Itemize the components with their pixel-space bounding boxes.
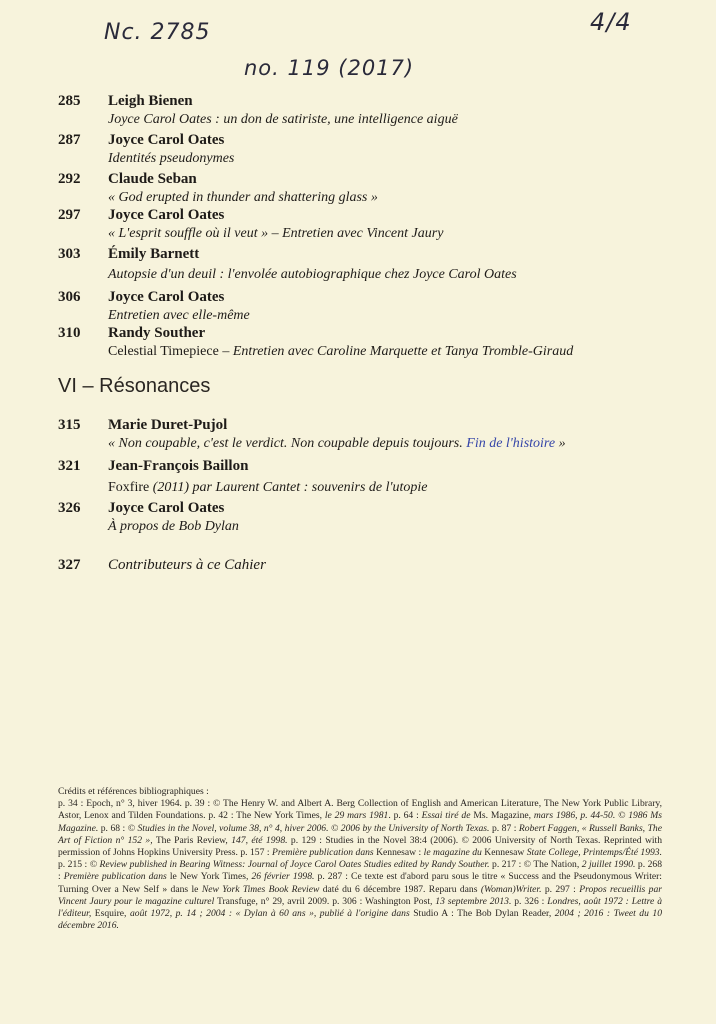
toc-entry [58,556,658,575]
handwritten-call-number: Nc. 2785 [104,20,211,45]
credits-text-italic: 13 septembre 2013. [435,895,512,907]
credits-text-italic: Robert Faggen, « Russell Banks, The Art of Fiction n° 152 », [58,822,662,846]
credits-text-italic: Première publication dans [63,871,167,883]
credits-text-italic: 2 juillet 1990. [581,859,636,871]
title-upright: Celestial Timepiece [108,344,219,359]
credits-text-italic: State College, Printemps/Été 1993. [526,847,662,859]
credits-text: p. 217 : © The Nation, [489,859,582,871]
credits-text-italic: le 29 mars 1981 [324,810,389,822]
credits-text: le New York Times, [166,871,252,883]
article-title: Joyce Carol Oates : un don de satiriste, une intelligence aiguë [108,112,458,127]
title-part: « Non coupable, c'est le verdict. Non coupable depuis toujours. [108,436,467,451]
title-rest: – Entretien avec Caroline Marquette et Tanya Tromble-Giraud [218,344,574,359]
article-title [108,479,658,497]
credits-heading: Crédits et références bibliographiques : [58,786,209,797]
credits-text: Esquire, [91,908,130,920]
page-number: 315 [58,417,81,433]
credits-text-italic: Première publication dans [271,847,374,859]
credits-text: p. 34 : Epoch, n° 3, hiver 1964. p. 39 : © The Henry W. and Albert A. Berg Collection of English and American Literature, The New York Public Library, Astor, Lenox and Tilden Foundations. p. 42 : The New York Times, [58,798,662,822]
page-number: 321 [58,458,81,474]
credits-text-italic: 26 février 1998. [251,871,315,883]
title-upright: Foxfire [108,480,150,495]
article-title: À propos de Bob Dylan [108,519,239,534]
author-name: Leigh Bienen [108,93,193,109]
toc-entry [58,288,658,325]
credits-text: . p. 64 : [388,810,422,822]
credits-text-italic: New York Times Book Review [201,883,320,895]
toc-entry [58,170,658,207]
credits-text: p. 268 : [58,859,663,883]
toc-entry [58,499,658,536]
credits-text: Studio A : The Bob Dylan Reader, [409,908,555,920]
credits-text-italic: Londres, août 1972 : Lettre à l'éditeur, [58,895,662,920]
page-number: 310 [58,325,81,341]
credits-text-italic: © Review published in Bearing Witness: Journal of Joyce Carol Oates Studies edited by Randy Souther. [89,859,490,871]
title-part: » [555,436,566,451]
credits-text-italic: Propos recueillis par Vincent Jaury pour le magazine culturel [58,883,662,907]
title-part-highlight: Fin de l'histoire [466,436,556,451]
article-title [108,343,658,361]
section-heading: VI – Résonances [58,375,211,397]
credits-text-italic: 147, été 1998. [231,834,288,846]
page-number: 306 [58,289,81,305]
author-name: Joyce Carol Oates [108,207,225,223]
credits-text-italic: 2004 ; 2016 : Tweet du 10 décembre 2016. [58,908,662,932]
article-title: Entretien avec elle-même [108,308,250,323]
credits-text: p. 297 : [541,883,580,895]
credits-text-italic: mars 1986, p. 44-50. © 1986 Ms Magazine. [58,810,662,834]
author-name: Joyce Carol Oates [108,132,225,148]
credits-text: p. 287 : Ce texte est d'abord paru sous le titre « Success and the Pseudonymous Writer: Turning Over a New Self » dans le [58,871,662,895]
credits-text: p. 326 : [511,895,548,907]
page-number: 326 [58,500,81,516]
credits-block [58,786,662,932]
credits-text: p. 68 : [98,822,128,834]
article-title: « God erupted in thunder and shattering glass » [108,190,378,205]
title-rest: (2011) par Laurent Cantet : souvenirs de l'utopie [149,480,428,495]
toc-entry [58,324,658,361]
credits-text: p. 87 : [489,822,519,834]
author-name: Émily Barnett [108,246,200,262]
credits-text: Kennesaw : [373,847,424,859]
toc-entry [58,206,658,243]
credits-text-italic: le magazine du [423,847,482,859]
author-name: Jean-François Baillon [108,458,249,474]
page-number: 287 [58,132,81,148]
article-title: « L'esprit souffle où il veut » – Entretien avec Vincent Jaury [108,226,444,241]
credits-text-italic: août 1972, p. 14 ; 2004 : « Dylan à 60 ans », publié à l'origine dans [129,908,410,920]
article-title: Identités pseudonymes [108,151,235,166]
toc-entry [58,457,658,497]
page-number: 285 [58,93,81,109]
article-title: Contributeurs à ce Cahier [108,557,266,573]
handwritten-page-count: 4/4 [590,8,632,36]
toc-entry [58,92,658,129]
toc-entry [58,131,658,168]
credits-text: p. 129 : Studies in the Novel 38:4 (2006). © 2006 University of North Texas. Reprinted with permission of Johns Hopkins University Press. p. 157 : [58,834,663,859]
author-name: Randy Souther [108,325,206,341]
credits-text-italic: Essai tiré de [421,810,471,822]
credits-text: Ms. Magazine, [470,810,534,822]
page-number: 303 [58,246,81,262]
credits-text: Transfuge, n° 29, avril 2009. p. 306 : Washington Post, [214,895,436,907]
credits-text: daté du 6 décembre 1987. Reparu dans [319,883,481,895]
page-number: 327 [58,557,81,573]
credits-text: Kennesaw [481,847,527,859]
handwritten-issue-number: no. 119 (2017) [244,56,415,80]
article-title [108,435,658,453]
author-name: Joyce Carol Oates [108,289,225,305]
toc-entry [58,416,658,453]
credits-text-italic: © Studies in the Novel, volume 38, n° 4, hiver 2006. © 2006 by the University of North Texas. [127,822,490,834]
author-name: Marie Duret-Pujol [108,417,228,433]
credits-text: p. 215 : [58,859,90,871]
author-name: Claude Seban [108,171,197,187]
credits-text: The Paris Review, [152,834,232,846]
credits-text-italic: (Woman)Writer. [480,883,542,895]
author-name: Joyce Carol Oates [108,500,225,516]
page-number: 297 [58,207,81,223]
article-title: Autopsie d'un deuil : l'envolée autobiographique chez Joyce Carol Oates [108,267,517,282]
page-number: 292 [58,171,81,187]
toc-entry [58,245,658,284]
